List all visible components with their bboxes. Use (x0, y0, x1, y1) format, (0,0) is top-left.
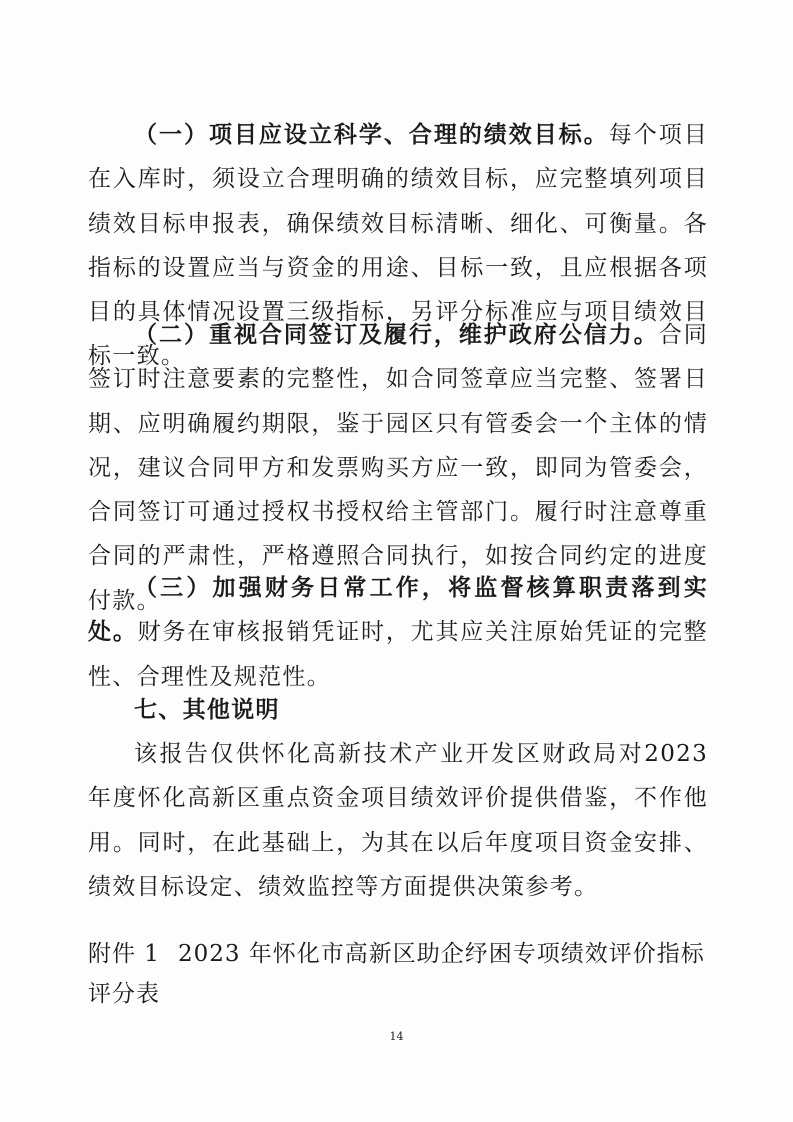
section-body: 该报告仅供怀化高新技术产业开发区财政局对2023年度怀化高新区重点资金项目绩效评价提供借鉴，不作他用。同时，在此基础上，为其在以后年度项目资金安排、绩效目标设定、绩效监控等方面提供决策参考。 (88, 741, 708, 900)
paragraph-body: 每个项目在入库时，须设立合理明确的绩效目标，应完整填列项目绩效目标申报表，确保绩效目标清晰、细化、可衡量。各指标的设置应当与资金的用途、目标一致，且应根据各项目的具体情况设置三级指标，另评分标准应与项目绩效目标一致。 (88, 122, 709, 370)
paragraph-lead: （三）加强财务日常工作，将监督核算职责落到实处。 (88, 574, 708, 646)
paragraph-body: 财务在审核报销凭证时，尤其应关注原始凭证的完整性、合理性及规范性。 (88, 619, 708, 690)
paragraph-lead: （二）重视合同签订及履行，维护政府公信力。 (134, 321, 659, 348)
section-heading: 七、其他说明 (134, 696, 280, 723)
attachment-label: 附件 1 (88, 941, 160, 967)
paragraph-finance (88, 566, 708, 699)
attachment-line (88, 934, 708, 1014)
page-number: 14 (389, 1030, 404, 1043)
paragraph-lead: （一）项目应设立科学、合理的绩效目标。 (134, 121, 609, 148)
attachment-title: 2023 年怀化市高新区助企纾困专项绩效评价指标评分表 (88, 941, 705, 1007)
paragraph-body: 合同签订时注意要素的完整性，如合同签章应当完整、签署日期、应明确履约期限，鉴于园区只有管委会一个主体的情况，建议合同甲方和发票购买方应一致，即同为管委会，合同签订可通过授权书授权给主管部门。履行时注意尊重合同的严肃性，严格遵照合同执行，如按合同约定的进度付款。 (88, 322, 708, 614)
